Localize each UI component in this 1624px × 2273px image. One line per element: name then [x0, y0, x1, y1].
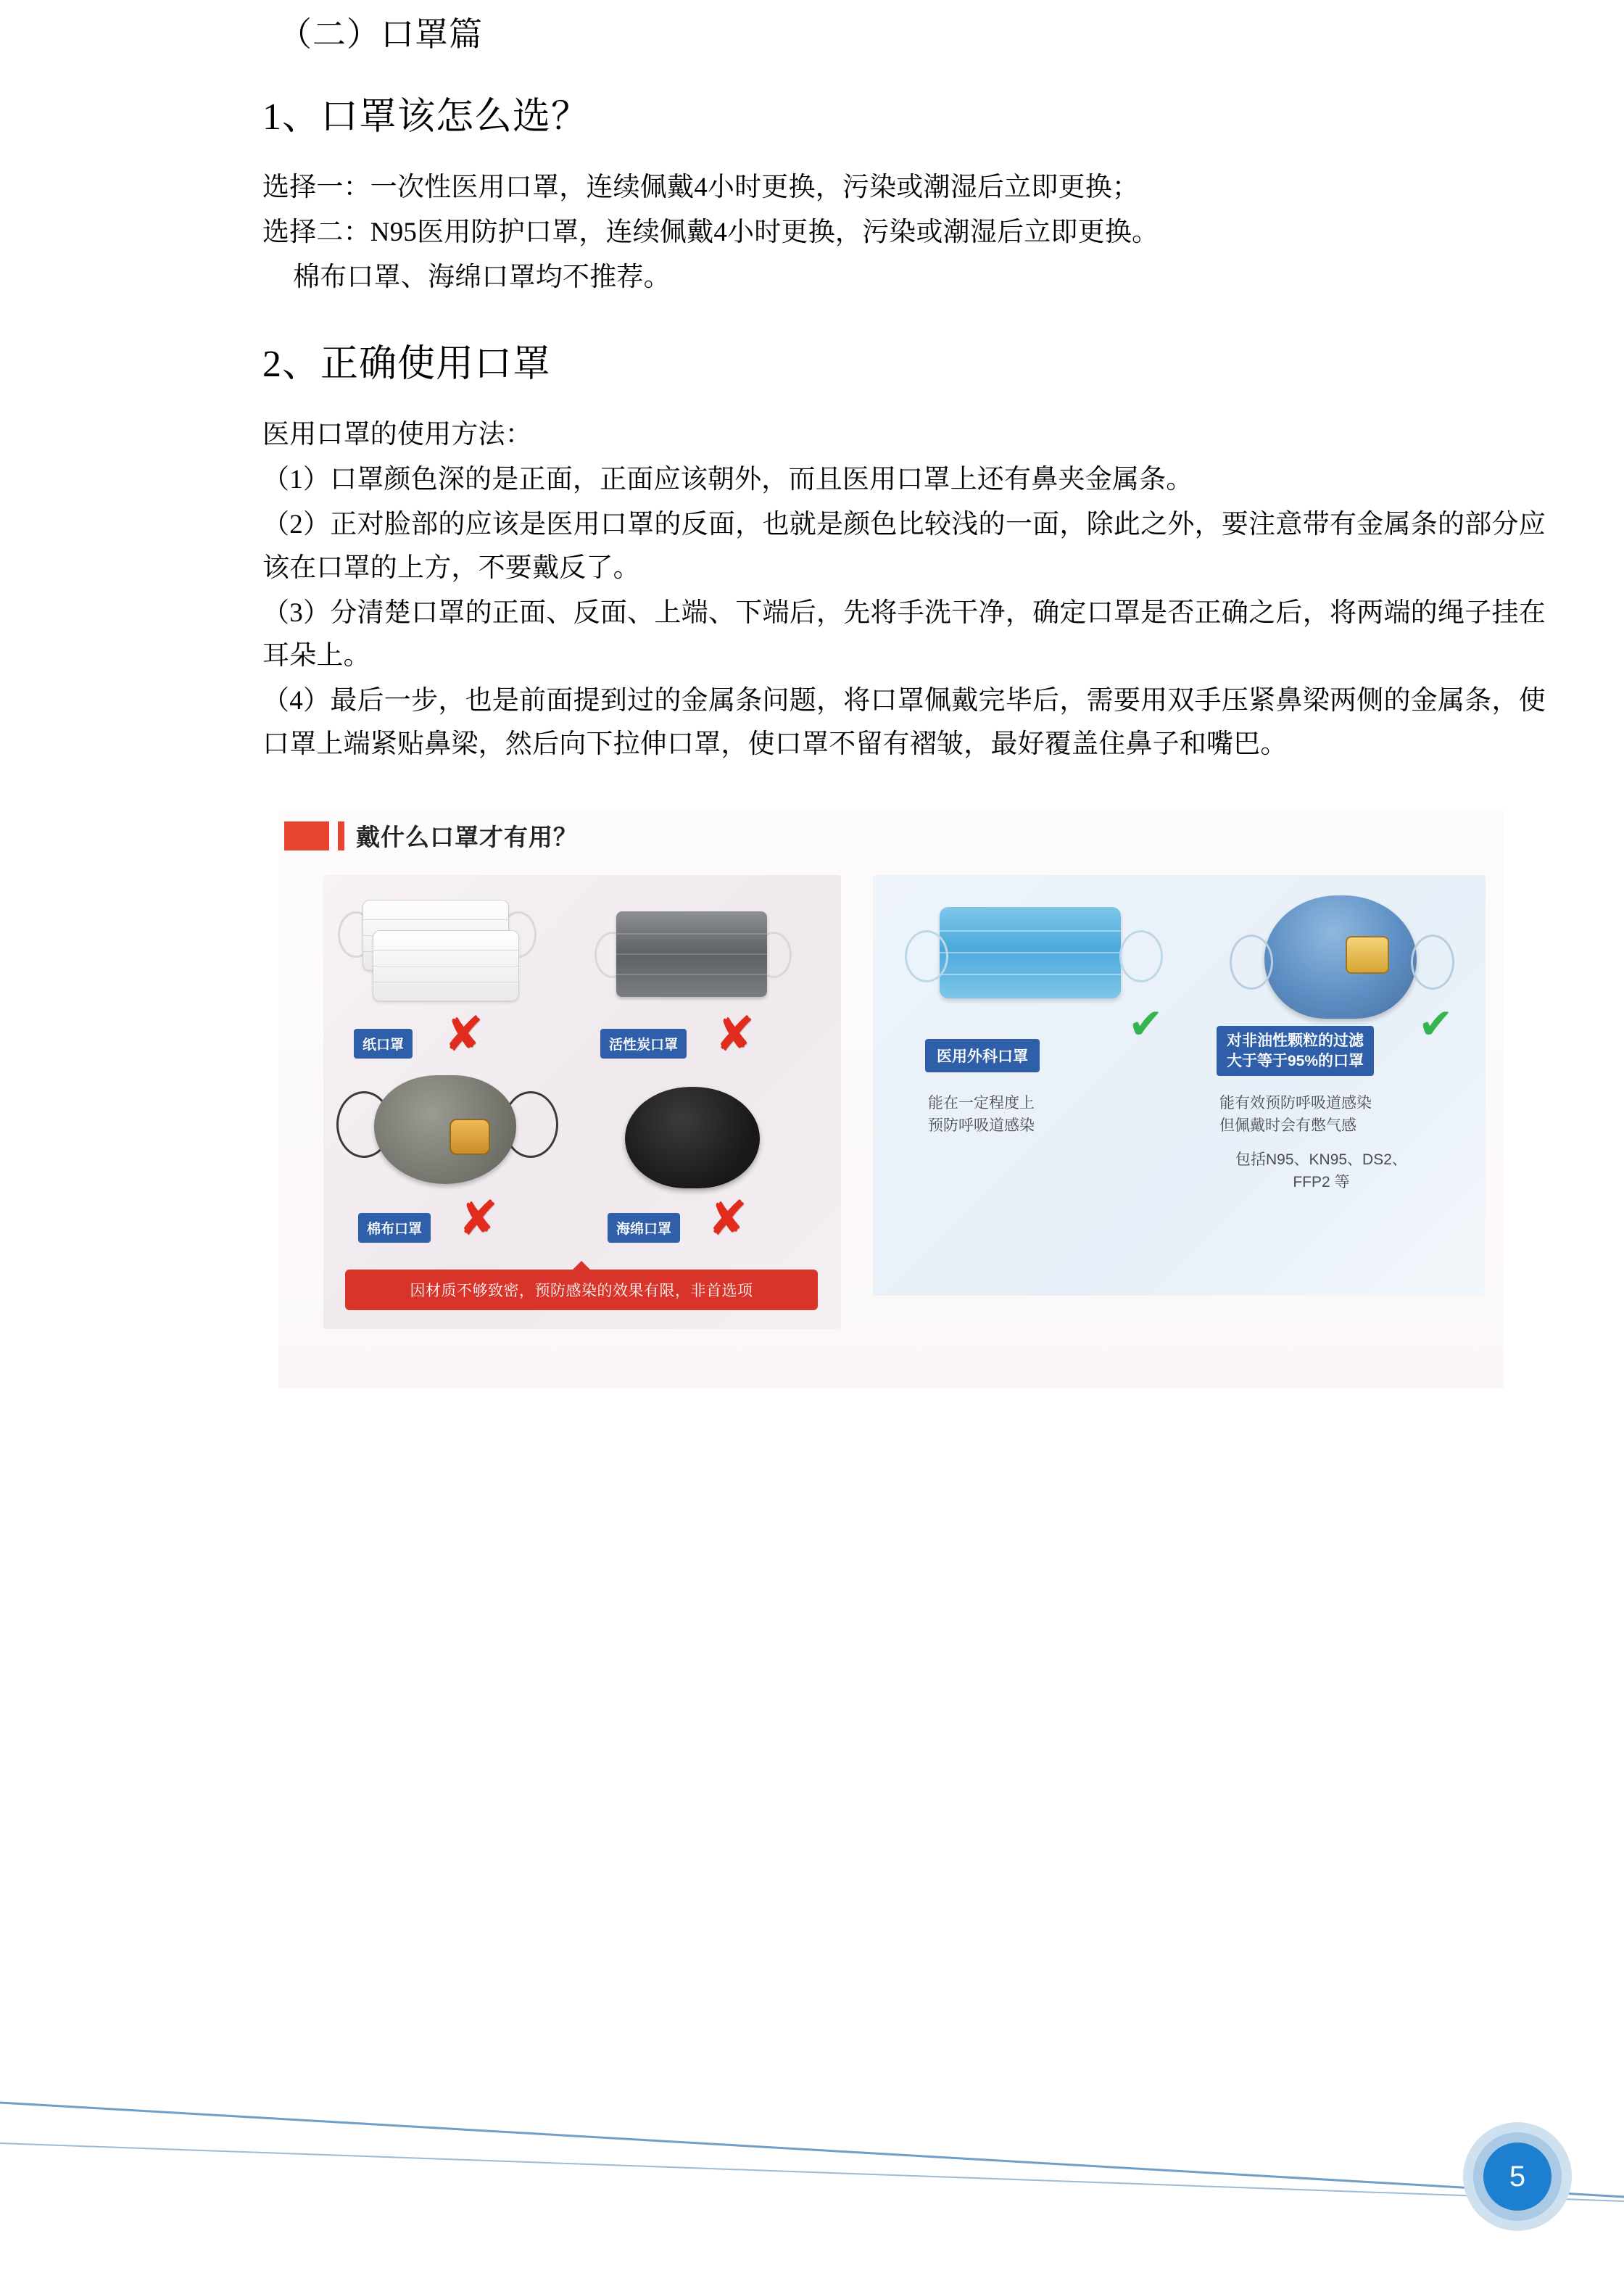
material-warning-note: 因材质不够致密，预防感染的效果有限，非首选项	[345, 1270, 818, 1310]
heading-correct-use: 2、正确使用口罩	[262, 344, 552, 385]
tag-cotton-mask: 棉布口罩	[358, 1213, 431, 1243]
usage-step-1: （1）口罩颜色深的是正面，正面应该朝外，而且医用口罩上还有鼻夹金属条。	[262, 464, 1193, 494]
usage-step-3: （3）分清楚口罩的正面、反面、上端、下端后，先将手洗干净，确定口罩是否正确之后，将两端的绳子挂在耳朵上。	[262, 597, 1546, 671]
surgical-mask-image	[940, 907, 1121, 998]
footer-decoration	[0, 2074, 1624, 2219]
figure-title: 戴什么口罩才有用？	[356, 824, 578, 851]
choice-two: 选择二：N95医用防护口罩，连续佩戴4小时更换，污染或潮湿后立即更换。	[262, 218, 1159, 248]
tag-sponge-mask: 海绵口罩	[608, 1213, 680, 1243]
caption-n95-standards: 包括N95、KN95、DS2、 FFP2 等	[1235, 1151, 1407, 1191]
page-number-badge	[1463, 2122, 1572, 2231]
ear-loop-icon	[905, 930, 948, 982]
ear-loop-icon	[1119, 930, 1163, 982]
page-content	[262, 0, 1546, 1388]
tag-carbon-mask: 活性炭口罩	[600, 1029, 687, 1059]
n95-mask-image	[1264, 895, 1417, 1019]
caption-n95-mask: 能有效预防呼吸道感染 但佩戴时会有憋气感	[1219, 1095, 1372, 1134]
tag-paper-mask: 纸口罩	[354, 1029, 413, 1059]
tag-n95-mask: 对非油性颗粒的过滤 大于等于95%的口罩	[1217, 1026, 1374, 1076]
red-bar-icon	[284, 821, 329, 850]
head-strap-icon	[1411, 935, 1454, 990]
section-heading: （二）口罩篇	[278, 16, 483, 53]
page-number: 5	[1509, 2160, 1526, 2193]
usage-step-4: （4）最后一步，也是前面提到过的金属条问题，将口罩佩戴完毕后，需要用双手压紧鼻梁两侧的金属条，使口罩上端紧贴鼻梁，然后向下拉伸口罩，使口罩不留有褶皱，最好覆盖住鼻子和嘴巴。	[262, 686, 1546, 760]
cross-icon: ✘	[444, 1007, 484, 1061]
cross-icon: ✘	[458, 1191, 499, 1246]
cotton-mask-image	[374, 1075, 516, 1184]
check-icon: ✔	[1418, 999, 1454, 1049]
caption-surgical-mask: 能在一定程度上 预防呼吸道感染	[928, 1095, 1035, 1134]
red-line-icon	[338, 821, 344, 850]
head-strap-icon	[1230, 935, 1273, 990]
usage-intro: 医用口罩的使用方法：	[262, 419, 532, 450]
figure-title-row	[284, 819, 578, 853]
choice-note: 棉布口罩、海绵口罩均不推荐。	[293, 262, 671, 293]
choice-one: 选择一：一次性医用口罩，连续佩戴4小时更换，污染或潮湿后立即更换；	[262, 173, 1140, 203]
cross-icon: ✘	[708, 1191, 748, 1246]
recommended-panel	[873, 875, 1486, 1296]
mask-infographic	[278, 808, 1504, 1388]
heading-choose-mask: 1、口罩该怎么选？	[262, 96, 590, 138]
cross-icon: ✘	[715, 1007, 755, 1061]
carbon-mask-image	[616, 911, 767, 997]
not-recommended-panel	[323, 875, 841, 1329]
sponge-mask-image	[625, 1087, 760, 1188]
tag-surgical-mask: 医用外科口罩	[925, 1039, 1040, 1072]
usage-step-2: （2）正对脸部的应该是医用口罩的反面，也就是颜色比较浅的一面，除此之外，要注意带有金属条的部分应该在口罩的上方，不要戴反了。	[262, 509, 1546, 583]
check-icon: ✔	[1128, 999, 1164, 1049]
